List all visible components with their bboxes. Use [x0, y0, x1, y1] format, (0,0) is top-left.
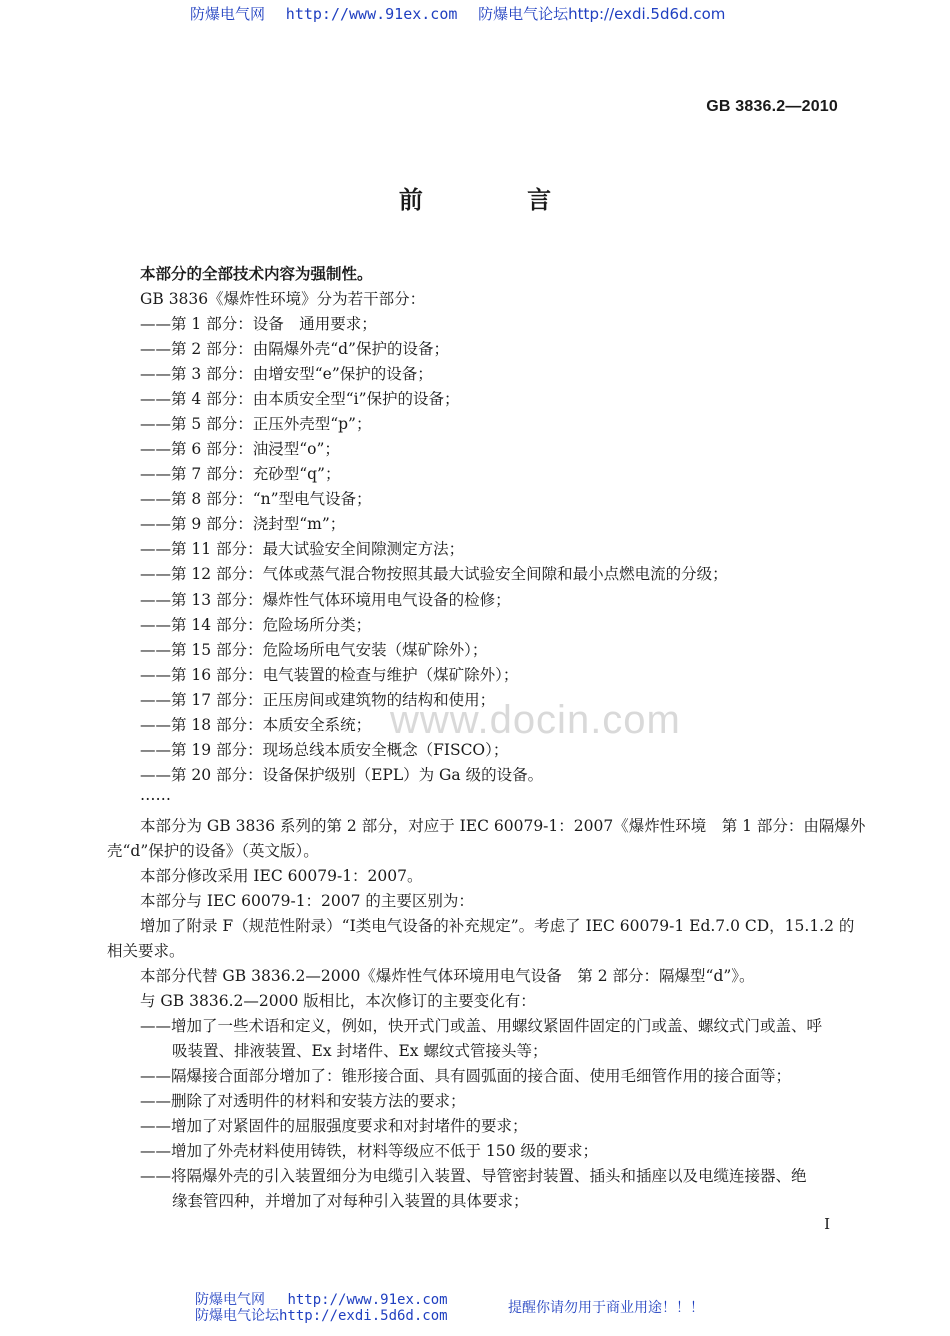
list-item: ——第 8 部分：“n”型电气设备； [140, 490, 372, 508]
page-number: I [824, 1215, 830, 1233]
ellipsis: …… [140, 786, 171, 804]
list-item: ——第 3 部分：由增安型“e”保护的设备； [140, 365, 433, 383]
watermark: www.docin.com [390, 698, 681, 742]
paragraph-line: 本部分代替 GB 3836.2—2000《爆炸性气体环境用电气设备 第 2 部分：隔爆型“d”》。 [140, 967, 755, 985]
change-item: ——增加了一些术语和定义，例如，快开式门或盖、用螺纹紧固件固定的门或盖、螺纹式门或盖、呼 [140, 1017, 823, 1035]
list-item: ——第 15 部分：危险场所电气安装（煤矿除外）； [140, 641, 488, 659]
footer-forum-link[interactable]: 防爆电气论坛http://exdi.5d6d.com [195, 1308, 448, 1324]
series-intro: GB 3836《爆炸性环境》分为若干部分： [140, 290, 426, 308]
paragraph-line: 与 GB 3836.2—2000 版相比，本次修订的主要变化有： [140, 992, 536, 1010]
list-item: ——第 7 部分：充砂型“q”； [140, 465, 341, 483]
paragraph-line: 本部分与 IEC 60079-1：2007 的主要区别为： [140, 892, 474, 910]
change-item: ——删除了对透明件的材料和安装方法的要求； [140, 1092, 466, 1110]
footer-site-name[interactable]: 防爆电气网 [195, 1292, 265, 1308]
header-site-url[interactable]: http://www.91ex.com [285, 5, 458, 23]
list-item: ——第 4 部分：由本质安全型“i”保护的设备； [140, 390, 460, 408]
paragraph-line: 壳“d”保护的设备》（英文版）。 [107, 842, 319, 860]
list-item: ——第 18 部分：本质安全系统； [140, 716, 372, 734]
change-item-continuation: 吸装置、排液装置、Ex 封堵件、Ex 螺纹式管接头等； [172, 1042, 548, 1060]
change-item: ——将隔爆外壳的引入装置细分为电缆引入装置、导管密封装置、插头和插座以及电缆连接器、绝 [140, 1167, 807, 1185]
list-item: ——第 19 部分：现场总线本质安全概念（FISCO）； [140, 741, 509, 759]
paragraph-line: 相关要求。 [107, 942, 185, 960]
list-item: ——第 11 部分：最大试验安全间隙测定方法； [140, 540, 465, 558]
list-item: ——第 9 部分：浇封型“m”； [140, 515, 346, 533]
list-item: ——第 12 部分：气体或蒸气混合物按照其最大试验安全间隙和最小点燃电流的分级； [140, 565, 728, 583]
change-item: ——增加了外壳材料使用铸铁，材料等级应不低于 150 级的要求； [140, 1142, 598, 1160]
list-item: ——第 17 部分：正压房间或建筑物的结构和使用； [140, 691, 496, 709]
change-item: ——增加了对紧固件的屈服强度要求和对封堵件的要求； [140, 1117, 528, 1135]
change-item-continuation: 缘套管四种，并增加了对每种引入装置的具体要求； [172, 1192, 529, 1210]
header-links [190, 3, 741, 24]
list-item: ——第 14 部分：危险场所分类； [140, 616, 372, 634]
page-title: 前 言 [398, 186, 600, 214]
list-item: ——第 2 部分：由隔爆外壳“d”保护的设备； [140, 340, 449, 358]
footer-site-url[interactable]: http://www.91ex.com [287, 1292, 448, 1308]
standard-number: GB 3836.2—2010 [706, 98, 838, 115]
header-forum-link[interactable]: 防爆电气论坛http://exdi.5d6d.com [478, 5, 726, 23]
paragraph-line: 增加了附录 F（规范性附录）“I类电气设备的补充规定”。考虑了 IEC 60079-1 Ed.7.0 CD，15.1.2 的 [140, 917, 855, 935]
list-item: ——第 20 部分：设备保护级别（EPL）为 Ga 级的设备。 [140, 766, 544, 784]
footer-warning: 提醒你请勿用于商业用途！！！ [508, 1300, 704, 1316]
footer-forum [195, 1305, 448, 1325]
change-item: ——隔爆接合面部分增加了：锥形接合面、具有圆弧面的接合面、使用毛细管作用的接合面等； [140, 1067, 792, 1085]
list-item: ——第 5 部分：正压外壳型“p”； [140, 415, 372, 433]
list-item: ——第 6 部分：油浸型“o”； [140, 440, 340, 458]
list-item: ——第 13 部分：爆炸性气体环境用电气设备的检修； [140, 591, 511, 609]
paragraph-line: 本部分为 GB 3836 系列的第 2 部分，对应于 IEC 60079-1：2007《爆炸性环境 第 1 部分：由隔爆外 [140, 817, 866, 835]
header-site-name[interactable]: 防爆电气网 [190, 5, 266, 23]
list-item: ——第 1 部分：设备 通用要求； [140, 315, 377, 333]
list-item: ——第 16 部分：电气装置的检查与维护（煤矿除外）； [140, 666, 519, 684]
mandatory-statement: 本部分的全部技术内容为强制性。 [140, 265, 373, 283]
paragraph-line: 本部分修改采用 IEC 60079-1：2007。 [140, 867, 423, 885]
